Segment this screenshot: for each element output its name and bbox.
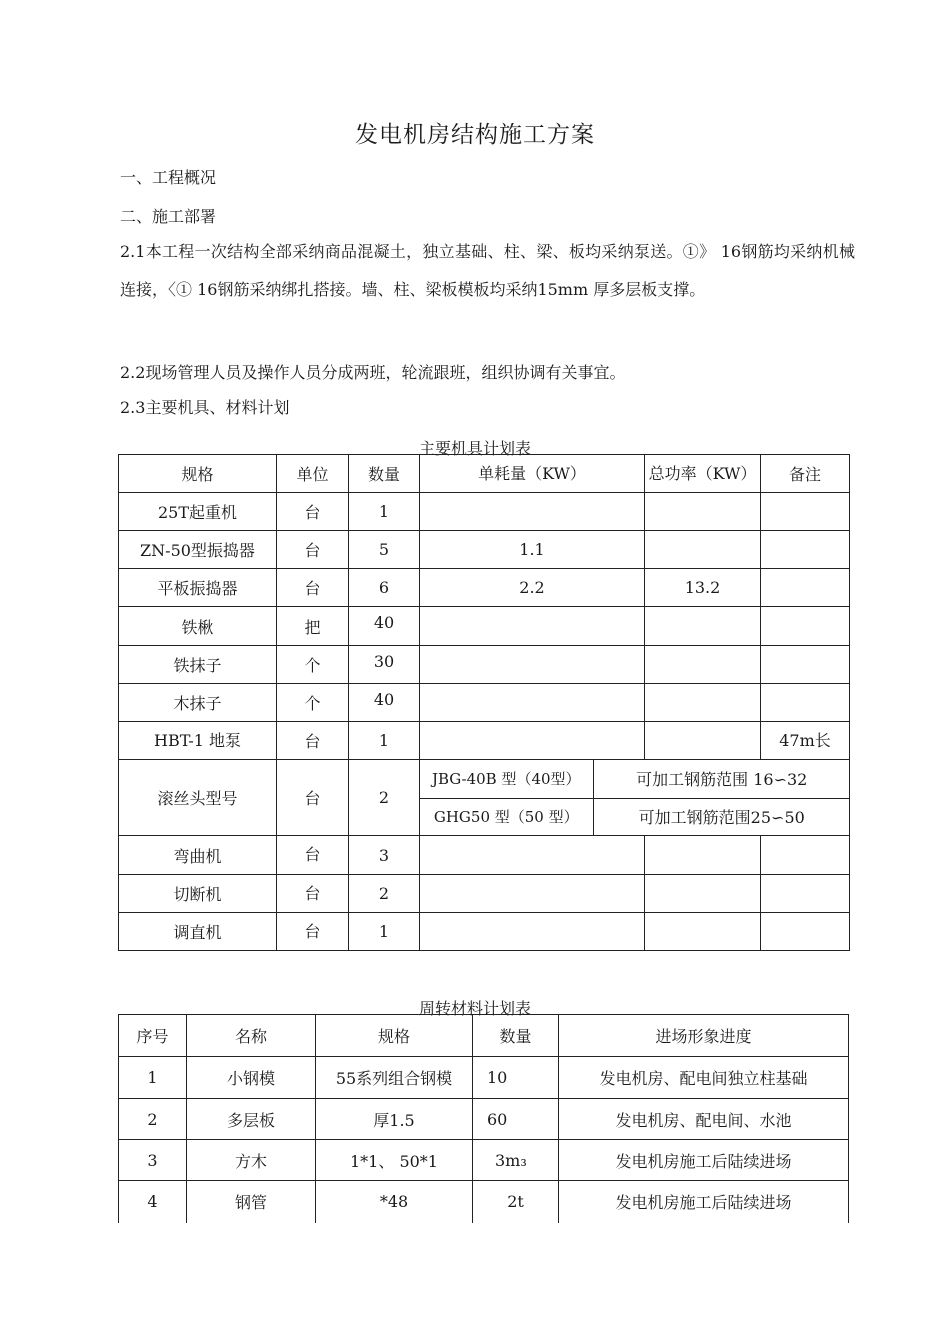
cell-qty: 2 — [349, 760, 420, 836]
materials-table — [118, 1014, 849, 1223]
cell-spec: 55系列组合钢模 — [316, 1057, 473, 1099]
cell-qty: 6 — [349, 569, 420, 607]
section-heading-deployment: 二、施工部署 — [120, 207, 217, 226]
header-cell: 单位 — [277, 455, 349, 493]
cell-qty: 30 — [349, 646, 420, 684]
cell-name: 钢管 — [187, 1181, 316, 1223]
table-row — [119, 836, 850, 875]
cell-name: ZN-50型振捣器 — [119, 531, 277, 569]
table-row — [119, 1140, 849, 1181]
cell-unit: 把 — [277, 607, 349, 646]
cell-kw — [420, 722, 645, 760]
cell-note: 47m长 — [761, 722, 850, 760]
cell-kw — [420, 875, 645, 913]
cell-name: HBT-1 地泵 — [119, 722, 277, 760]
cell-total — [645, 493, 761, 531]
cell-unit: 台 — [277, 913, 349, 951]
cell-kw — [420, 646, 645, 684]
cell-unit: 台 — [277, 569, 349, 607]
cell-kw — [420, 913, 645, 951]
cell-name: 铁抹子 — [119, 646, 277, 684]
cell-note — [761, 607, 850, 646]
cell-note — [761, 569, 850, 607]
cell-name: 切断机 — [119, 875, 277, 913]
cell-total — [645, 836, 761, 875]
table-row — [119, 1181, 849, 1223]
cell-unit: 个 — [277, 646, 349, 684]
cell-progress: 发电机房、配电间独立柱基础 — [559, 1057, 849, 1099]
table-row — [119, 493, 850, 531]
roller-subrow — [420, 798, 850, 835]
cell-total — [645, 607, 761, 646]
cell-kw — [420, 607, 645, 646]
cell-qty: 60 — [473, 1099, 559, 1140]
cell-note — [761, 836, 850, 875]
table-row — [119, 722, 850, 760]
cell-model: GHG50 型（50 型） — [420, 798, 593, 835]
cell-no: 4 — [119, 1181, 187, 1223]
table-row-roller — [119, 760, 850, 836]
cell-name: 多层板 — [187, 1099, 316, 1140]
cell-qty: 3m₃ — [473, 1140, 559, 1181]
cell-name: 方木 — [187, 1140, 316, 1181]
cell-progress: 发电机房施工后陆续进场 — [559, 1181, 849, 1223]
cell-kw: 1.1 — [420, 531, 645, 569]
cell-range: 可加工钢筋范围 16∽32 — [593, 760, 850, 798]
cell-total — [645, 875, 761, 913]
cell-name: 小钢模 — [187, 1057, 316, 1099]
table-row — [119, 569, 850, 607]
paragraph-2-3: 2.3主要机具、材料计划 — [120, 398, 290, 417]
cell-kw — [420, 684, 645, 722]
cell-kw — [420, 493, 645, 531]
table-row — [119, 684, 850, 722]
cell-model: JBG-40B 型（40型） — [420, 760, 593, 798]
cell-name: 调直机 — [119, 913, 277, 951]
cell-qty: 5 — [349, 531, 420, 569]
cell-unit: 台 — [277, 875, 349, 913]
cell-qty: 2t — [473, 1181, 559, 1223]
cell-spec: *48 — [316, 1181, 473, 1223]
cell-name: 弯曲机 — [119, 836, 277, 875]
header-cell: 进场形象进度 — [559, 1015, 849, 1057]
cell-note — [761, 875, 850, 913]
equipment-table — [118, 454, 850, 951]
cell-kw: 2.2 — [420, 569, 645, 607]
header-cell: 数量 — [349, 455, 420, 493]
table-row — [119, 646, 850, 684]
cell-unit: 台 — [277, 760, 349, 836]
table-row — [119, 531, 850, 569]
roller-subrow — [420, 760, 850, 798]
cell-note — [761, 913, 850, 951]
cell-unit: 台 — [277, 722, 349, 760]
table-row — [119, 1099, 849, 1140]
cell-total — [645, 646, 761, 684]
cell-progress: 发电机房施工后陆续进场 — [559, 1140, 849, 1181]
cell-name: 滚丝头型号 — [119, 760, 277, 836]
cell-unit: 台 — [277, 531, 349, 569]
table-row — [119, 607, 850, 646]
paragraph-2-1: 2.1本工程一次结构全部采纳商品混凝土，独立基础、柱、梁、板均采纳泵送。①》 16钢筋均采纳机械连接，〈① 16钢筋采纳绑扎搭接。墙、柱、梁板模板均采纳15mm 厚多层板支撑。 — [120, 242, 855, 299]
cell-note — [761, 684, 850, 722]
table1-caption: 主要机具计划表 — [418, 439, 531, 458]
cell-qty: 1 — [349, 722, 420, 760]
cell-spec: 厚1.5 — [316, 1099, 473, 1140]
cell-note — [761, 646, 850, 684]
header-cell: 名称 — [187, 1015, 316, 1057]
cell-total — [645, 913, 761, 951]
roller-subtable — [420, 760, 850, 835]
cell-no: 1 — [119, 1057, 187, 1099]
cell-qty: 1 — [349, 913, 420, 951]
table-row — [119, 875, 850, 913]
header-cell: 规格 — [119, 455, 277, 493]
header-cell: 总功率（KW） — [645, 455, 761, 493]
cell-qty: 1 — [349, 493, 420, 531]
cell-qty: 40 — [349, 684, 420, 722]
header-cell: 单耗量（KW） — [420, 455, 645, 493]
document-title: 发电机房结构施工方案 — [355, 122, 595, 148]
table-row — [119, 1057, 849, 1099]
cell-unit: 个 — [277, 684, 349, 722]
cell-qty: 3 — [349, 836, 420, 875]
cell-total — [645, 684, 761, 722]
cell-qty: 2 — [349, 875, 420, 913]
table-row — [119, 913, 850, 951]
cell-spec: 1*1、 50*1 — [316, 1140, 473, 1181]
cell-name: 铁楸 — [119, 607, 277, 646]
cell-total — [645, 722, 761, 760]
cell-qty: 40 — [349, 607, 420, 646]
table2-header-row — [119, 1015, 849, 1057]
paragraph-2-2: 2.2现场管理人员及操作人员分成两班，轮流跟班，组织协调有关事宜。 — [120, 363, 626, 382]
cell-unit: 台 — [277, 836, 349, 875]
cell-progress: 发电机房、配电间、水池 — [559, 1099, 849, 1140]
cell-range: 可加工钢筋范围25∽50 — [638, 808, 805, 828]
roller-subtable-cell — [420, 760, 850, 836]
header-cell: 规格 — [316, 1015, 473, 1057]
cell-name: 25T起重机 — [119, 493, 277, 531]
header-cell: 数量 — [473, 1015, 559, 1057]
cell-qty: 10 — [473, 1057, 559, 1099]
cell-note — [761, 493, 850, 531]
table1-header-row — [119, 455, 850, 493]
cell-no: 3 — [119, 1140, 187, 1181]
header-cell: 备注 — [761, 455, 850, 493]
cell-name: 木抹子 — [119, 684, 277, 722]
header-cell: 序号 — [119, 1015, 187, 1057]
cell-total: 13.2 — [645, 569, 761, 607]
section-heading-overview: 一、工程概况 — [120, 168, 217, 187]
cell-unit: 台 — [277, 493, 349, 531]
cell-name: 平板振捣器 — [119, 569, 277, 607]
cell-total — [645, 531, 761, 569]
cell-no: 2 — [119, 1099, 187, 1140]
table2-caption: 周转材料计划表 — [418, 999, 531, 1018]
cell-kw — [420, 836, 645, 875]
cell-note — [761, 531, 850, 569]
